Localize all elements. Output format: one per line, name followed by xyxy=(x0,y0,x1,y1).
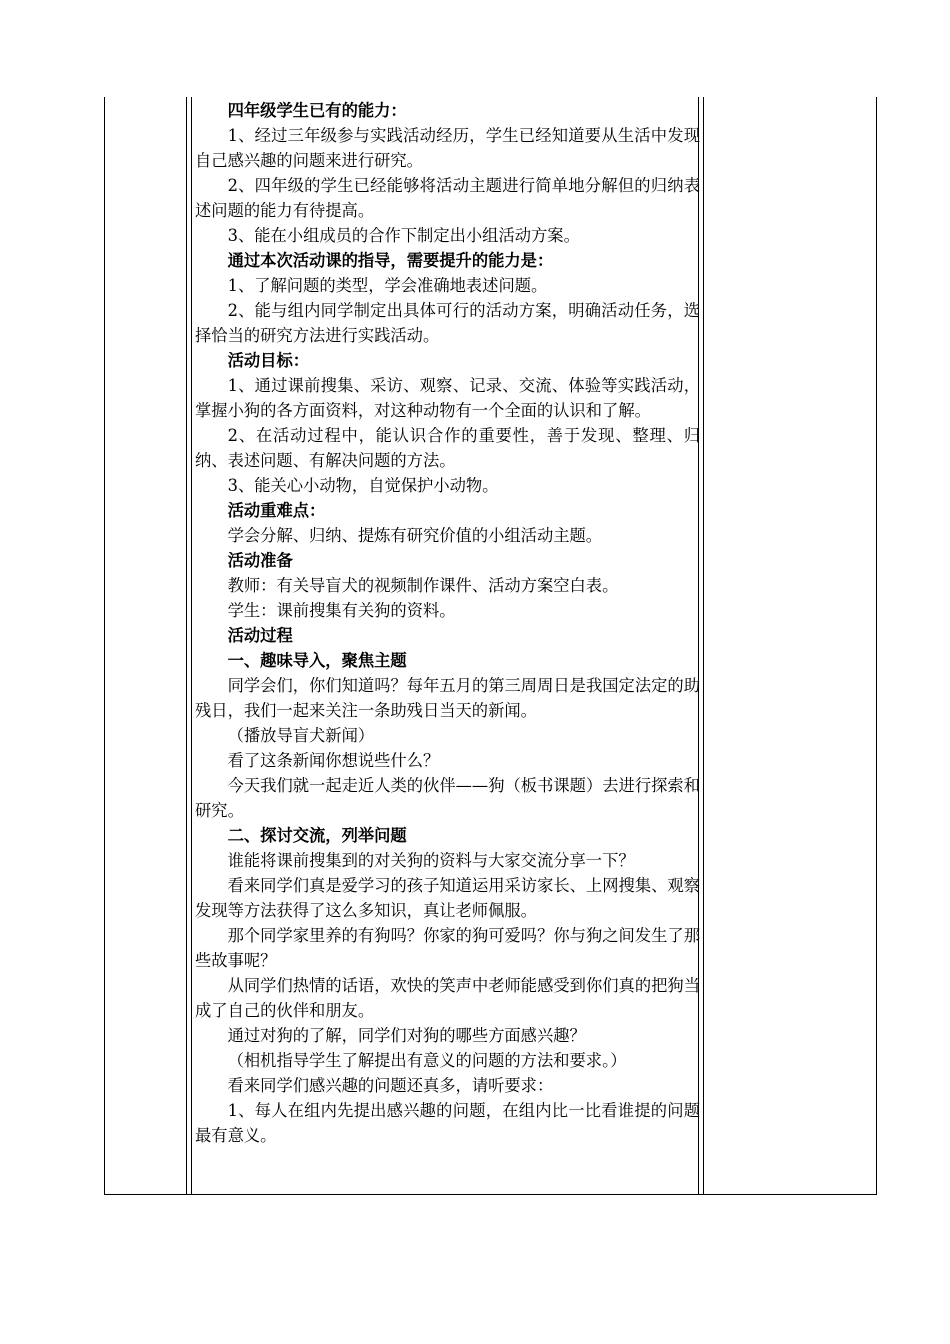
paragraph: 活动目标： xyxy=(227,351,310,370)
paragraph: 看来同学们真是爱学习的孩子知道运用采访家长、上网搜集、观察发现等方法获得了这么多知识，真让老师佩服。 xyxy=(195,876,700,920)
paragraph: 通过对狗的了解，同学们对狗的哪些方面感兴趣？ xyxy=(227,1026,586,1045)
paragraph: 通过本次活动课的指导，需要提升的能力是： xyxy=(227,251,554,270)
paragraph: 教师：有关导盲犬的视频制作课件、活动方案空白表。 xyxy=(227,576,619,595)
paragraph: 2、在活动过程中，能认识合作的重要性，善于发现、整理、归纳、表述问题、有解决问题的方法。 xyxy=(195,426,700,470)
paragraph: 3、能关心小动物，自觉保护小动物。 xyxy=(227,476,499,495)
paragraph: 看了这条新闻你想说些什么？ xyxy=(227,751,440,770)
paragraph: 那个同学家里养的有狗吗？你家的狗可爱吗？你与狗之间发生了那些故事呢？ xyxy=(195,926,700,970)
paragraph: 从同学们热情的话语，欢快的笑声中老师能感受到你们真的把狗当成了自己的伙伴和朋友。 xyxy=(195,976,700,1020)
paragraph: 四年级学生已有的能力： xyxy=(227,101,407,120)
column-divider xyxy=(191,97,192,1194)
paragraph: 3、能在小组成员的合作下制定出小组活动方案。 xyxy=(227,226,580,245)
paragraph: 今天我们就一起走近人类的伙伴——狗（板书课题）去进行探索和研究。 xyxy=(195,776,700,820)
paragraph: 谁能将课前搜集到的对关狗的资料与大家交流分享一下？ xyxy=(227,851,635,870)
paragraph: 学会分解、归纳、提炼有研究价值的小组活动主题。 xyxy=(227,526,603,545)
paragraph: 1、通过课前搜集、采访、观察、记录、交流、体验等实践活动，掌握小狗的各方面资料，对这种动物有一个全面的认识和了解。 xyxy=(195,376,700,420)
paragraph: （相机指导学生了解提出有意义的问题的方法和要求。） xyxy=(227,1051,627,1070)
paragraph: 2、四年级的学生已经能够将活动主题进行简单地分解但的归纳表述问题的能力有待提高。 xyxy=(195,176,700,220)
paragraph: 活动过程 xyxy=(227,626,293,645)
column-divider xyxy=(186,97,187,1194)
paragraph: 活动准备 xyxy=(227,551,293,570)
column-divider xyxy=(703,97,704,1194)
paragraph: 1、了解问题的类型，学会准确地表述问题。 xyxy=(227,276,548,295)
paragraph: 1、经过三年级参与实践活动经历，学生已经知道要从生活中发现自己感兴趣的问题来进行研究。 xyxy=(195,126,700,170)
paragraph: 活动重难点： xyxy=(227,501,326,520)
paragraph: 1、每人在组内先提出感兴趣的问题，在组内比一比看谁提的问题最有意义。 xyxy=(195,1101,700,1145)
paragraph: （播放导盲犬新闻） xyxy=(227,726,375,745)
paragraph: 一、趣味导入，聚焦主题 xyxy=(227,651,407,670)
lesson-content xyxy=(195,98,700,1148)
paragraph: 学生：课前搜集有关狗的资料。 xyxy=(227,601,456,620)
paragraph: 2、能与组内同学制定出具体可行的活动方案，明确活动任务，选择恰当的研究方法进行实践活动。 xyxy=(195,301,700,345)
paragraph: 看来同学们感兴趣的问题还真多，请听要求： xyxy=(227,1076,554,1095)
paragraph: 二、探讨交流，列举问题 xyxy=(227,826,407,845)
paragraph: 同学会们，你们知道吗？每年五月的第三周周日是我国定法定的助残日，我们一起来关注一条助残日当天的新闻。 xyxy=(195,676,700,720)
